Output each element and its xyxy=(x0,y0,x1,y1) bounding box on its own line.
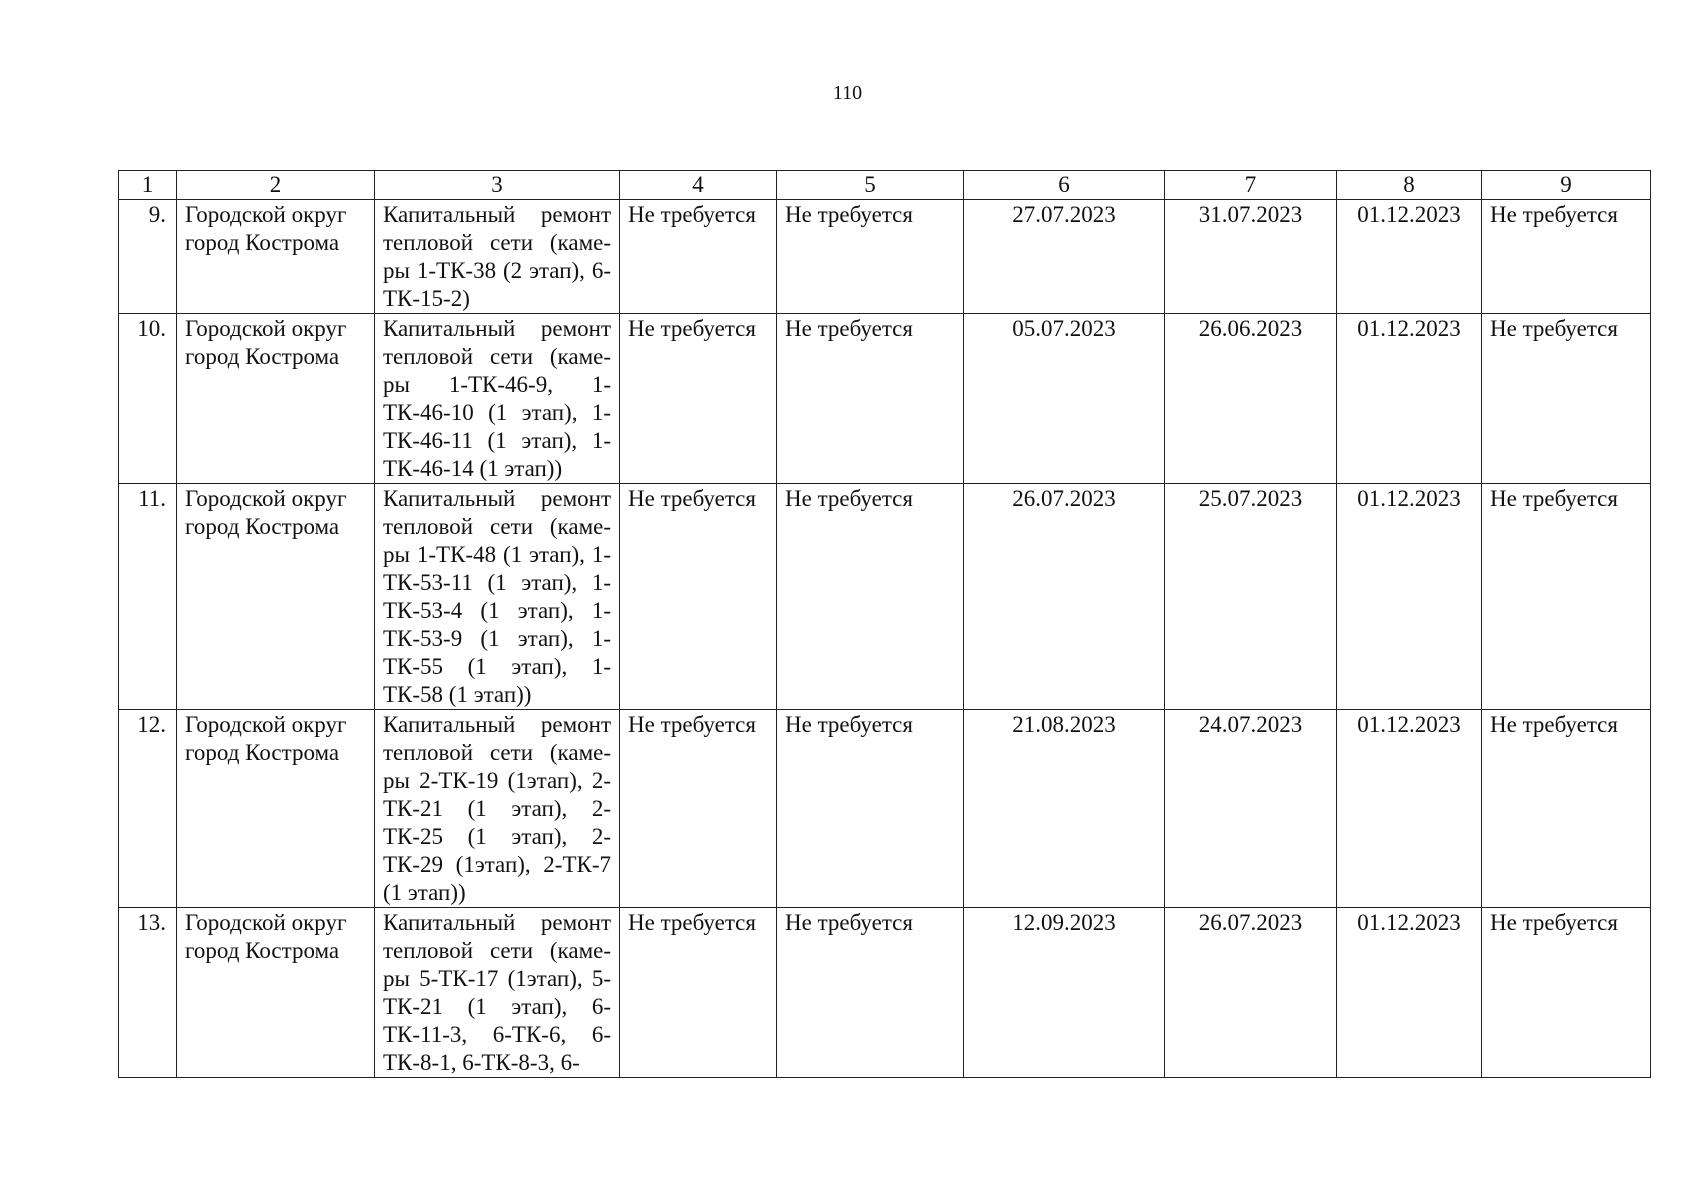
header-row xyxy=(119,171,1651,200)
col5-cell: Не требуется xyxy=(777,484,964,710)
date8-cell: 01.12.2023 xyxy=(1337,710,1482,908)
page-number: 110 xyxy=(832,82,863,104)
column-header: 4 xyxy=(620,171,777,200)
date6-cell: 21.08.2023 xyxy=(964,710,1165,908)
table-row xyxy=(119,200,1651,314)
column-header: 9 xyxy=(1482,171,1651,200)
col5-cell: Не требуется xyxy=(777,908,964,1078)
date7-cell: 25.07.2023 xyxy=(1165,484,1337,710)
date7-cell: 26.06.2023 xyxy=(1165,314,1337,484)
column-header: 8 xyxy=(1337,171,1482,200)
col9-cell: Не требуется xyxy=(1482,710,1651,908)
date8-cell: 01.12.2023 xyxy=(1337,908,1482,1078)
column-header: 3 xyxy=(375,171,620,200)
date8-cell: 01.12.2023 xyxy=(1337,484,1482,710)
table-row xyxy=(119,484,1651,710)
municipality-cell: Городской округ город Кострома xyxy=(177,908,375,1078)
description-cell: Капитальный ремонт тепловой сети (каме-ры 2-ТК-19 (1этап), 2-ТК-21 (1 этап), 2-ТК-25 (1 этап), 2-ТК-29 (1этап), 2-ТК-7 (1 этап)) xyxy=(375,710,620,908)
row-number: 9. xyxy=(119,200,177,314)
municipality-cell: Городской округ город Кострома xyxy=(177,314,375,484)
column-header: 1 xyxy=(119,171,177,200)
col4-cell: Не требуется xyxy=(620,200,777,314)
date6-cell: 12.09.2023 xyxy=(964,908,1165,1078)
description-cell: Капитальный ремонт тепловой сети (каме-ры 1-ТК-48 (1 этап), 1-ТК-53-11 (1 этап), 1-ТК-53-4 (1 этап), 1-ТК-53-9 (1 этап), 1-ТК-55 (1 этап), 1-ТК-58 (1 этап)) xyxy=(375,484,620,710)
municipality-cell: Городской округ город Кострома xyxy=(177,484,375,710)
col4-cell: Не требуется xyxy=(620,484,777,710)
col4-cell: Не требуется xyxy=(620,908,777,1078)
col9-cell: Не требуется xyxy=(1482,484,1651,710)
row-number: 12. xyxy=(119,710,177,908)
col9-cell: Не требуется xyxy=(1482,314,1651,484)
col5-cell: Не требуется xyxy=(777,200,964,314)
column-header: 6 xyxy=(964,171,1165,200)
description-cell: Капитальный ремонт тепловой сети (каме-ры 1-ТК-46-9, 1-ТК-46-10 (1 этап), 1-ТК-46-11 (1 этап), 1-ТК-46-14 (1 этап)) xyxy=(375,314,620,484)
date8-cell: 01.12.2023 xyxy=(1337,200,1482,314)
column-header: 5 xyxy=(777,171,964,200)
col4-cell: Не требуется xyxy=(620,314,777,484)
date8-cell: 01.12.2023 xyxy=(1337,314,1482,484)
date6-cell: 05.07.2023 xyxy=(964,314,1165,484)
col5-cell: Не требуется xyxy=(777,710,964,908)
municipality-cell: Городской округ город Кострома xyxy=(177,200,375,314)
col9-cell: Не требуется xyxy=(1482,908,1651,1078)
date7-cell: 31.07.2023 xyxy=(1165,200,1337,314)
municipality-cell: Городской округ город Кострома xyxy=(177,710,375,908)
data-table xyxy=(118,170,1651,1078)
table-row xyxy=(119,908,1651,1078)
row-number: 11. xyxy=(119,484,177,710)
date6-cell: 27.07.2023 xyxy=(964,200,1165,314)
table-row xyxy=(119,710,1651,908)
description-cell: Капитальный ремонт тепловой сети (каме-ры 5-ТК-17 (1этап), 5-ТК-21 (1 этап), 6-ТК-11-3, 6-ТК-6, 6-ТК-8-1, 6-ТК-8-3, 6- xyxy=(375,908,620,1078)
table-row xyxy=(119,314,1651,484)
row-number: 10. xyxy=(119,314,177,484)
col4-cell: Не требуется xyxy=(620,710,777,908)
col5-cell: Не требуется xyxy=(777,314,964,484)
col9-cell: Не требуется xyxy=(1482,200,1651,314)
date7-cell: 26.07.2023 xyxy=(1165,908,1337,1078)
column-header: 2 xyxy=(177,171,375,200)
description-cell: Капитальный ремонт тепловой сети (каме-ры 1-ТК-38 (2 этап), 6-ТК-15-2) xyxy=(375,200,620,314)
row-number: 13. xyxy=(119,908,177,1078)
date6-cell: 26.07.2023 xyxy=(964,484,1165,710)
column-header: 7 xyxy=(1165,171,1337,200)
date7-cell: 24.07.2023 xyxy=(1165,710,1337,908)
